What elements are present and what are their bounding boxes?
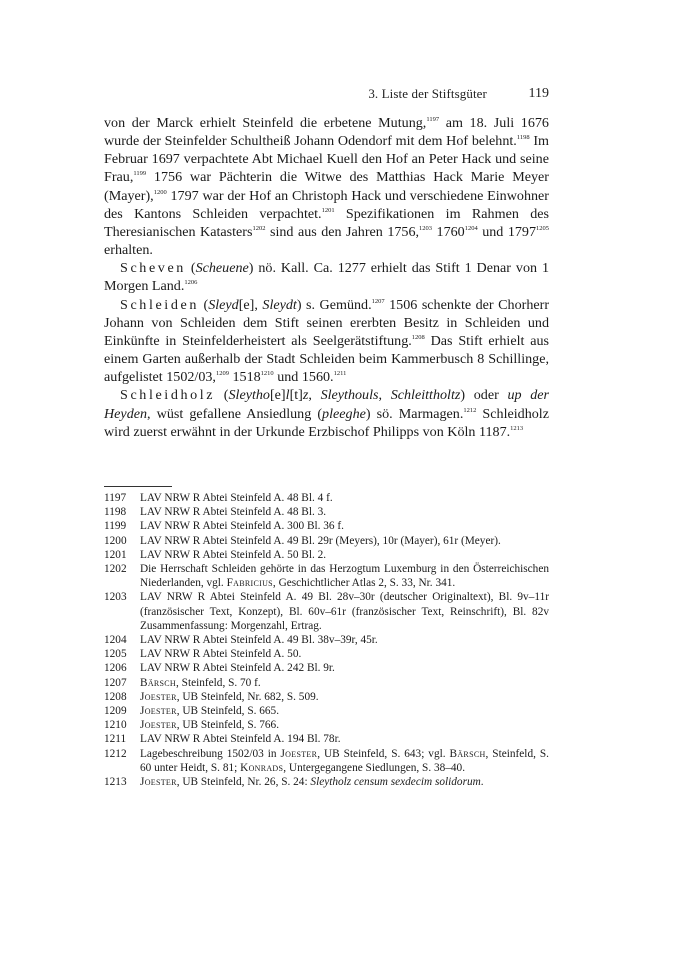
entry-schleidholz: Schleidholz (Sleytho[e]l[t]z, Sleythouls, Schleittholtz) oder up der Heyden, wüst gefallene Ansiedlung (pleeghe) sö. Marmagen.$^{1212}$ Schleidholz wird zuerst erwähnt in der Urkunde Erzbischof Philipps von Köln 1187.$^{1213}$ <box>104 387 549 440</box>
footnote-1207: 1207 Bärsch, Steinfeld, S. 70 f. <box>104 676 261 689</box>
footnote-1204: 1204 LAV NRW R Abtei Steinfeld A. 49 Bl. 38v–39r, 45r. <box>104 634 378 647</box>
footnote-1198: 1198 LAV NRW R Abtei Steinfeld A. 48 Bl. 3. <box>104 506 327 519</box>
footnote-1203: 1203 LAV NRW R Abtei Steinfeld A. 49 Bl. 28v–30r (deutscher Originaltext), Bl. 9v–11r (französischer Text, Konzept), Bl. 60v–61r (französischer Text, Reinschrift), Bl. 82v Zusammenfassung: Morgenzahl, Ertrag. <box>104 591 549 632</box>
running-title: 3. Liste der Stiftsgüter <box>368 86 487 101</box>
footnote-ref[interactable]: 1209 <box>215 370 229 378</box>
footnote-1211: 1211 LAV NRW R Abtei Steinfeld A. 194 Bl. 78r. <box>104 733 341 746</box>
entry-headword: Schleiden <box>120 296 199 313</box>
footnote-1205: 1205 LAV NRW R Abtei Steinfeld A. 50. <box>104 648 302 661</box>
footnote-ref[interactable]: 1202 <box>252 224 266 232</box>
footnote-ref[interactable]: 1199 <box>133 170 147 178</box>
footnote-ref[interactable]: 1200 <box>153 188 167 196</box>
paragraph-marck: von der Marck erhielt Steinfeld die erbetene Mutung,$^{1197}$ am 18. Juli 1676 wurde der Steinfelder Schultheiß Johann Odendorf mit dem Hof belehnt.$^{1198}$ Im Februar 1697 verpachtete Abt Michael Kuell den Hof an Peter Hack und seine Frau,$^{1199}$ 1756 war Pächterin die Witwe des Matthias Hack Marie Meyer (Mayer),$^{1200}$ 1797 war der Hof an Christoph Hack und verschiedene Einwohner des Kantons Schleiden verpachtet.$^{1201}$ Spezifikationen im Rahmen des Theresianischen Katasters$^{1202}$ sind aus den Jahren 1756,$^{1203}$ $1760^{1204}$ und $1797^{1205}$ erhalten. <box>104 115 550 259</box>
footnote-ref[interactable]: 1207 <box>371 297 385 305</box>
footnote-separator <box>104 486 172 487</box>
main-text <box>104 114 549 441</box>
footnote-1202: 1202 Die Herrschaft Schleiden gehörte in das Herzogtum Luxemburg in den Österreichischen Niederlanden, vgl. Fabricius, Geschichtlicher Atlas 2, S. 33, Nr. 341. <box>104 563 549 590</box>
footnote-1209: 1209 Joester, UB Steinfeld, S. 665. <box>104 705 280 718</box>
footnote-ref[interactable]: 1197 <box>426 116 440 123</box>
entry-headword: Schleidholz <box>120 387 216 404</box>
footnote-ref[interactable]: 1210 <box>260 370 274 378</box>
footnote-ref[interactable]: 1205 <box>536 224 550 232</box>
footnote-1210: 1210 Joester, UB Steinfeld, S. 766. <box>104 719 280 732</box>
footnote-1200: 1200 LAV NRW R Abtei Steinfeld A. 49 Bl. 29r (Meyers), 10r (Mayer), 61r (Meyer). <box>104 534 501 547</box>
footnote-ref[interactable]: 1201 <box>321 206 335 214</box>
footnote-1208: 1208 Joester, UB Steinfeld, Nr. 682, S. 509. <box>104 690 319 703</box>
footnote-ref[interactable]: 1203 <box>419 224 433 232</box>
footnotes <box>104 491 549 789</box>
footnote-ref[interactable]: 1204 <box>464 224 478 232</box>
entry-schleiden: Schleiden (Sleyd[e], Sleydt) s. Gemünd.$^{1207}$ 1506 schenkte der Chorherr Johann von Schleiden dem Stift seinen ererbten Besitz in Schleiden und Einkünfte in Steinfelderheistert als Seelgerätstiftung.$^{1208}$ Das Stift erhielt aus einem Garten außerhalb der Stadt Schleiden beim Kammerbusch 8 Schillinge, aufgelistet 1502/03,$^{1209}$ $1518^{1210}$ und 1560.$^{1211}$ <box>104 296 550 386</box>
footnote-ref[interactable]: 1211 <box>333 370 347 378</box>
footnote-1213: 1213 Joester, UB Steinfeld, Nr. 26, S. 24: Sleytholz censum sexdecim solidorum. <box>104 776 484 789</box>
footnote-1199: 1199 LAV NRW R Abtei Steinfeld A. 300 Bl. 36 f. <box>104 520 344 533</box>
footnote-ref[interactable]: 1198 <box>516 134 530 142</box>
entry-headword: Scheven <box>120 260 186 277</box>
footnote-ref[interactable]: 1213 <box>510 424 524 432</box>
footnote-1206: 1206 LAV NRW R Abtei Steinfeld A. 242 Bl. 9r. <box>104 662 335 675</box>
footnote-ref[interactable]: 1212 <box>463 406 477 414</box>
footnote-1212: 1212 Lagebeschreibung 1502/03 in Joester, UB Steinfeld, S. 643; vgl. Bärsch, Steinfeld, S. 60 unter Heidt, S. 81; Konrads, Untergegangene Siedlungen, S. 38–40. <box>104 747 549 774</box>
footnote-ref[interactable]: 1208 <box>411 333 425 341</box>
footnote-1201: 1201 LAV NRW R Abtei Steinfeld A. 50 Bl. 2. <box>104 548 327 561</box>
footnote-ref[interactable]: 1206 <box>184 279 198 287</box>
entry-scheven: Scheven (Scheuene) nö. Kall. Ca. 1277 erhielt das Stift 1 Denar von 1 Morgen Land.$^{1206}$ <box>104 260 550 295</box>
page-number: 119 <box>528 86 549 101</box>
footnote-1197: 1197 LAV NRW R Abtei Steinfeld A. 48 Bl. 4 f. <box>104 492 333 504</box>
